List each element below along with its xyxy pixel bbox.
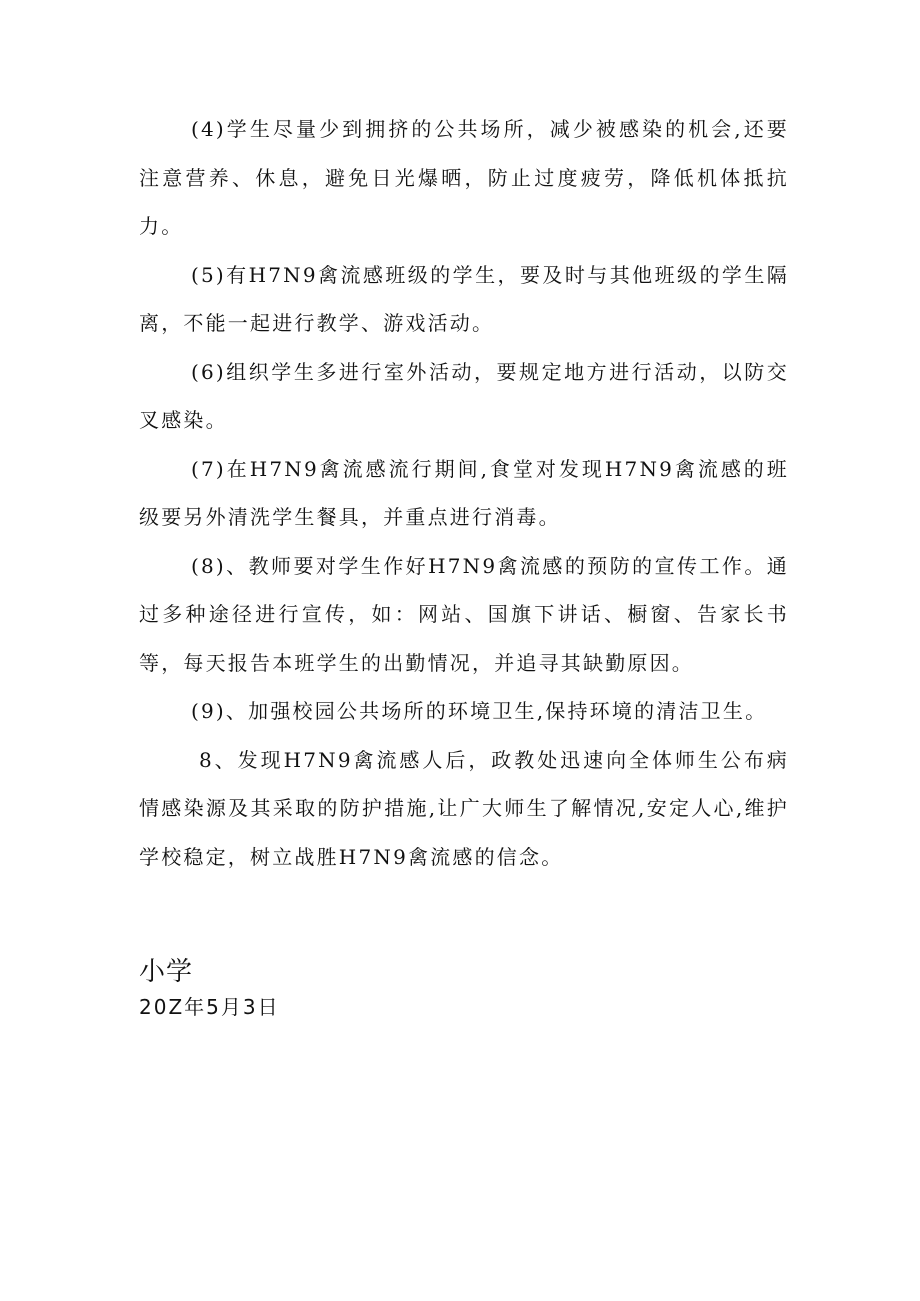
- paragraph-item-5: (5)有H7N9禽流感班级的学生，要及时与其他班级的学生隔离，不能一起进行教学、游戏活动。: [139, 262, 789, 335]
- paragraph-item-9: (9)、加强校园公共场所的环境卫生,保持环境的清洁卫生。: [191, 699, 768, 723]
- document-body: [139, 105, 789, 881]
- paragraph-item-4: (4)学生尽量少到拥挤的公共场所，减少被感染的机会,还要注意营养、休息，避免日光爆晒，防止过度疲劳，降低机体抵抗力。: [139, 117, 789, 238]
- signature-block: [139, 955, 280, 1025]
- signature-date: 20Z年5月3日: [139, 995, 280, 1019]
- paragraph-item-6: (6)组织学生多进行室外活动，要规定地方进行活动，以防交叉感染。: [139, 359, 789, 432]
- paragraph-item-8: (8)、教师要对学生作好H7N9禽流感的预防的宣传工作。通过多种途径进行宣传，如：网站、国旗下讲话、橱窗、告家长书等，每天报告本班学生的出勤情况，并追寻其缺勤原因。: [139, 553, 789, 675]
- signature-organization: 小学: [139, 957, 194, 987]
- paragraph-item-7: (7)在H7N9禽流感流行期间,食堂对发现H7N9禽流感的班级要另外清洗学生餐具，并重点进行消毒。: [139, 456, 789, 529]
- paragraph-section-8: 8、发现H7N9禽流感人后，政教处迅速向全体师生公布病情感染源及其采取的防护措施,让广大师生了解情况,安定人心,维护学校稳定，树立战胜H7N9禽流感的信念。: [139, 747, 789, 869]
